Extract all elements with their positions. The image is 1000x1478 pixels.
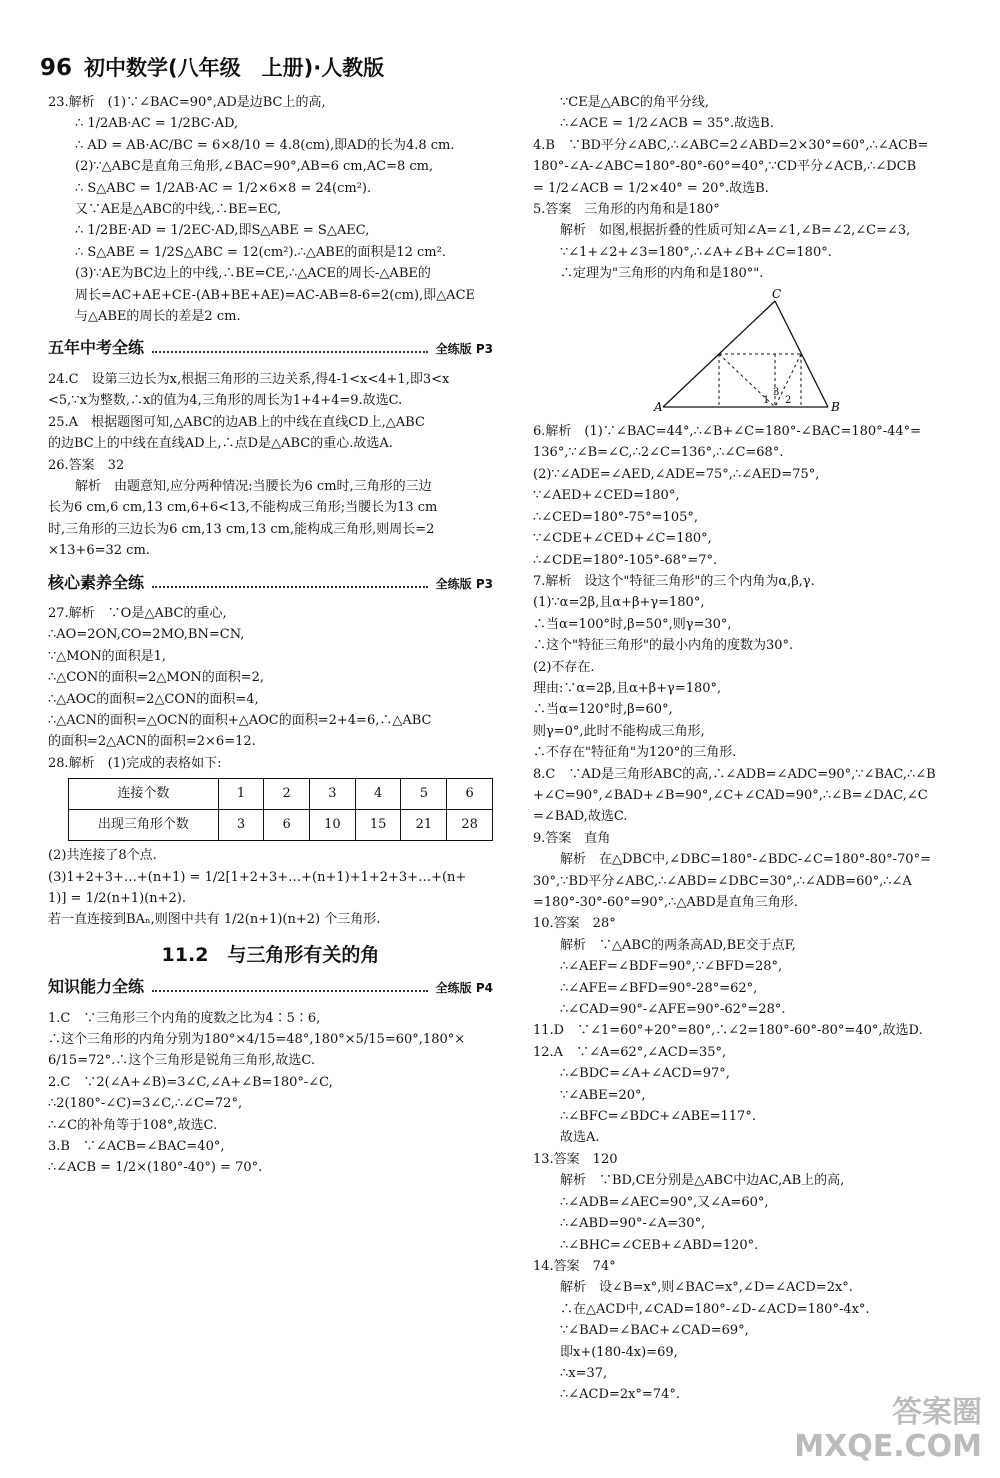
- text-line: =180°-30°-60°=90°,∴△ABD是直角三角形.: [533, 895, 798, 910]
- table-cell: 10: [310, 810, 356, 841]
- text-line: 故选A.: [560, 1130, 600, 1146]
- text-line: ∴∠ACB = 1/2×(180°-40°) = 70°.: [48, 1160, 263, 1176]
- table-cell: 1: [218, 779, 264, 810]
- text-line: ∴不存在"特征角"为120°的三角形.: [533, 745, 737, 761]
- dotted-leader: [152, 351, 428, 353]
- text-line: 11.D ∵∠1=60°+20°=80°,∴∠2=180°-60°-80°=40°,故选D.: [533, 1023, 923, 1039]
- angle-label-3: 3: [773, 386, 780, 398]
- text-line: ∴△ACN的面积=△OCN的面积+△AOC的面积=2+4=6,∴△ABC: [48, 712, 432, 728]
- page-header: [40, 52, 384, 82]
- text-line: (2)∵△ABC是直角三角形,∠BAC=90°,AB=6 cm,AC=8 cm,: [75, 159, 434, 175]
- text-line: (2)不存在.: [533, 659, 595, 675]
- text-line: 1)] = 1/2(n+1)(n+2).: [48, 891, 186, 906]
- text-line: ∵∠CDE+∠CED+∠C=180°,: [533, 531, 712, 547]
- text-line: 解析 设∠B=x°,则∠BAC=x°,∠D=∠ACD=2x°.: [560, 1280, 853, 1296]
- text-line: ∴当α=120°时,β=60°,: [533, 702, 673, 718]
- text-line: ∴∠BFC=∠BDC+∠ABE=117°.: [560, 1109, 756, 1125]
- text-line: (1)∵α=2β,且α+β+γ=180°,: [533, 595, 705, 611]
- text-line: ∴∠ABD=90°-∠A=30°,: [560, 1216, 706, 1232]
- watermark: [794, 1396, 982, 1464]
- table-cell: 3: [218, 810, 264, 841]
- text-line: 24.C 设第三边长为x,根据三角形的三边关系,得4-1<x<4+1,即3<x: [48, 371, 450, 387]
- text-line: ∴∠C的补角等于108°,故选C.: [48, 1117, 218, 1133]
- text-line: 180°-∠A-∠ABC=180°-80°-60°=40°,∵CD平分∠ACB,∴∠DCB: [533, 159, 917, 175]
- section-title: 五年中考全练: [48, 338, 145, 358]
- text-line: 6/15=72°.∴这个三角形是锐角三角形,故选C.: [48, 1053, 316, 1069]
- table-cell: 15: [355, 810, 401, 841]
- vertex-label-c: C: [772, 288, 782, 301]
- text-line: ∴2(180°-∠C)=3∠C,∴∠C=72°,: [48, 1096, 243, 1112]
- table-cell: 4: [355, 779, 401, 810]
- text-line: ∵△MON的面积是1,: [48, 648, 167, 664]
- left-column: [48, 92, 493, 1179]
- text-line: 2.C ∵2(∠A+∠B)=3∠C,∠A+∠B=180°-∠C,: [48, 1074, 333, 1090]
- text-line: =∠BAD,故选C.: [533, 809, 628, 825]
- text-line: ∴这个"特征三角形"的最小内角的度数为30°.: [533, 638, 794, 654]
- answer-table: [68, 778, 493, 841]
- table-cell: 6: [264, 810, 310, 841]
- text-line: ∴ S△ABC = 1/2AB·AC = 1/2×6×8 = 24(cm²).: [75, 180, 372, 196]
- section-title: 知识能力全练: [48, 977, 145, 997]
- section-heading: 11.2 与三角形有关的角: [161, 943, 380, 966]
- text-line: 26.答案 32: [48, 457, 125, 473]
- text-line: ∵∠BAD=∠BAC+∠CAD=69°,: [560, 1323, 749, 1339]
- dotted-leader: [152, 586, 428, 588]
- angle-label-2: 2: [785, 394, 792, 406]
- text-line: 136°,∵∠B=∠C,∴2∠C=136°,∴∠C=68°.: [533, 445, 784, 461]
- text-line: <5,∵x为整数,∴x的值为4,三角形的周长为1+4+4=9.故选C.: [48, 393, 403, 409]
- section-ref: 全练版 P3: [435, 342, 493, 357]
- text-line: (2)共连接了8个点.: [48, 848, 157, 864]
- text-line: +∠C=90°,∠BAD+∠B=90°,∠C+∠CAD=90°,∴∠B=∠DAC,∠C: [533, 787, 928, 803]
- book-title: 初中数学(八年级 上册)·人教版: [84, 56, 385, 80]
- text-line: ∴在△ACD中,∠CAD=180°-∠D-∠ACD=180°-4x°.: [560, 1301, 870, 1317]
- section-bar-wunian: [48, 337, 493, 360]
- text-line: 6.解析 (1)∵∠BAC=44°,∴∠B+∠C=180°-∠BAC=180°-44°=: [533, 424, 922, 440]
- text-line: ∴∠CAD=90°-∠AFE=90°-62°=28°.: [560, 1002, 786, 1018]
- text-line: ∴∠CDE=180°-105°-68°=7°.: [533, 552, 718, 568]
- table-cell: 6: [447, 779, 493, 810]
- text-line: ∵∠1+∠2+∠3=180°,∴∠A+∠B+∠C=180°.: [560, 244, 832, 260]
- text-line: 周长=AC+AE+CE-(AB+BE+AE)=AC-AB=8-6=2(cm),即△ACE: [75, 287, 476, 303]
- text-line: 7.解析 设这个"特征三角形"的三个内角为α,β,γ.: [533, 573, 815, 589]
- table-cell: 3: [310, 779, 356, 810]
- text-line: 又∵AE是△ABC的中线,∴BE=EC,: [75, 202, 282, 218]
- vertex-label-a: A: [654, 399, 663, 414]
- table-cell: 2: [264, 779, 310, 810]
- text-line: 1.C ∵三角形三个内角的度数之比为4∶5∶6,: [48, 1010, 321, 1026]
- section-bar-hexin: [48, 572, 493, 595]
- text-line: ∴∠ACD=2x°=74°.: [560, 1387, 680, 1403]
- text-line: 的边BC上的中线在直线AD上,∴点D是△ABC的重心.故选A.: [48, 436, 393, 452]
- section-title: 核心素养全练: [48, 572, 145, 592]
- text-line: ∴这个三角形的内角分别为180°×4/15=48°,180°×5/15=60°,180°×: [48, 1032, 466, 1048]
- text-line: 27.解析 ∵O是△ABC的重心,: [48, 605, 227, 621]
- text-line: ∴△AOC的面积=2△CON的面积=4,: [48, 691, 259, 707]
- text-line: 则γ=0°,此时不能构成三角形,: [533, 723, 705, 739]
- text-line: ∴ AD = AB·AC/BC = 6×8/10 = 4.8(cm),即AD的长为4.8 cm.: [75, 137, 455, 153]
- text-line: 14.答案 74°: [533, 1258, 616, 1274]
- text-line: (2)∵∠ADE=∠AED,∠ADE=75°,∴∠AED=75°,: [533, 466, 820, 482]
- text-line: ∵CE是△ABC的角平分线,: [560, 95, 709, 110]
- text-line: (3)1+2+3+…+(n+1) = 1/2[1+2+3+…+(n+1)+1+2+3+…+(n+: [48, 869, 467, 885]
- angle-label-1: 1: [763, 394, 770, 406]
- text-line: ∴∠CED=180°-75°=105°,: [533, 509, 699, 525]
- text-line: 即x+(180-4x)=69,: [560, 1344, 678, 1360]
- table-cell: 连接个数: [69, 779, 219, 810]
- text-line: 23.解析 (1)∵∠BAC=90°,AD是边BC上的高,: [48, 95, 326, 110]
- section-bar-zhishi: [48, 976, 493, 999]
- text-line: 3.B ∵∠ACB=∠BAC=40°,: [48, 1139, 225, 1155]
- text-line: 9.答案 直角: [533, 830, 611, 846]
- text-line: ∵∠ABE=20°,: [560, 1087, 646, 1103]
- text-line: 解析 ∵△ABC的两条高AD,BE交于点F,: [560, 937, 796, 953]
- text-line: (3)∵AE为BC边上的中线,∴BE=CE,∴△ACE的周长-△ABE的: [75, 266, 431, 282]
- table-row: [69, 779, 493, 810]
- text-line: 5.答案 三角形的内角和是180°: [533, 202, 720, 218]
- dotted-leader: [152, 990, 428, 992]
- text-line: = 1/2∠ACB = 1/2×40° = 20°.故选B.: [533, 180, 769, 196]
- text-line: 25.A 根据题图可知,△ABC的边AB上的中线在直线CD上,△ABC: [48, 414, 425, 430]
- text-line: 28.解析 (1)完成的表格如下:: [48, 755, 222, 771]
- text-line: ∴∠AEF=∠BDF=90°,∵∠BFD=28°,: [560, 959, 783, 975]
- folded-triangle-figure: [653, 289, 843, 414]
- watermark-line: 答案圈: [892, 1395, 982, 1430]
- text-line: ∴ 1/2AB·AC = 1/2BC·AD,: [75, 116, 239, 132]
- text-line: 30°,∵BD平分∠ABC,∴∠ABD=∠DBC=30°,∴∠ADB=60°,∴∠A: [533, 873, 912, 889]
- page-number: 96: [40, 55, 73, 81]
- text-line: ∴ 1/2BE·AD = 1/2EC·AD,即S△ABE = S△AEC,: [75, 223, 370, 239]
- table-cell: 5: [401, 779, 447, 810]
- text-line: 的面积=2△ACN的面积=2×6=12.: [48, 734, 256, 750]
- table-row: [69, 810, 493, 841]
- text-line: ∴AO=2ON,CO=2MO,BN=CN,: [48, 627, 245, 643]
- text-line: 4.B ∵BD平分∠ABC,∴∠ABC=2∠ABD=2×30°=60°,∴∠ACB=: [533, 137, 929, 153]
- text-line: 若一直连接到BAₙ,则图中共有 1/2(n+1)(n+2) 个三角形.: [48, 912, 381, 928]
- text-line: ∴∠BHC=∠CEB+∠ABD=120°.: [560, 1237, 759, 1253]
- section-ref: 全练版 P3: [435, 576, 493, 591]
- text-line: ∵∠AED+∠CED=180°,: [533, 488, 680, 504]
- text-line: 理由:∵α=2β,且α+β+γ=180°,: [533, 680, 722, 696]
- table-cell: 28: [447, 810, 493, 841]
- vertex-label-b: B: [831, 399, 840, 414]
- text-line: ×13+6=32 cm.: [48, 543, 150, 559]
- text-line: ∴当α=100°时,β=50°,则γ=30°,: [533, 616, 732, 632]
- table-cell: 出现三角形个数: [69, 810, 219, 841]
- text-line: 解析 在△DBC中,∠DBC=180°-∠BDC-∠C=180°-80°-70°=: [560, 852, 931, 868]
- text-line: 10.答案 28°: [533, 916, 616, 932]
- right-column: [533, 92, 973, 1406]
- text-line: 8.C ∵AD是三角形ABC的高,∴∠ADB=∠ADC=90°,∵∠BAC,∴∠B: [533, 766, 936, 782]
- text-line: 解析 如图,根据折叠的性质可知∠A=∠1,∠B=∠2,∠C=∠3,: [560, 223, 911, 239]
- text-line: 解析 由题意知,应分两种情况:当腰长为6 cm时,三角形的三边: [75, 478, 432, 494]
- text-line: ∴△CON的面积=2△MON的面积=2,: [48, 670, 265, 686]
- text-line: ∴∠ACE = 1/2∠ACB = 35°.故选B.: [560, 116, 774, 132]
- table-cell: 21: [401, 810, 447, 841]
- text-line: ∴∠ADB=∠AEC=90°,又∠A=60°,: [560, 1194, 769, 1210]
- text-line: 13.答案 120: [533, 1151, 618, 1167]
- text-line: 解析 ∵BD,CE分别是△ABC中边AC,AB上的高,: [560, 1173, 845, 1189]
- section-ref: 全练版 P4: [435, 981, 493, 996]
- text-line: ∴ S△ABE = 1/2S△ABC = 12(cm²).∴△ABE的面积是12 cm².: [75, 244, 446, 260]
- text-line: ∴x=37,: [560, 1365, 608, 1381]
- text-line: ∴定理为"三角形的内角和是180°".: [560, 266, 764, 282]
- text-line: 长为6 cm,6 cm,13 cm,6+6<13,不能构成三角形;当腰长为13 cm: [48, 500, 438, 516]
- text-line: 12.A ∵∠A=62°,∠ACD=35°,: [533, 1044, 727, 1060]
- text-line: 与△ABE的周长的差是2 cm.: [75, 309, 241, 325]
- watermark-line: MXQE.COM: [794, 1429, 982, 1464]
- text-line: ∴∠AFE=∠BFD=90°-28°=62°,: [560, 980, 758, 996]
- text-line: 时,三角形的三边长为6 cm,13 cm,13 cm,能构成三角形,则周长=2: [48, 521, 435, 537]
- text-line: ∴∠BDC=∠A+∠ACD=97°,: [560, 1066, 730, 1082]
